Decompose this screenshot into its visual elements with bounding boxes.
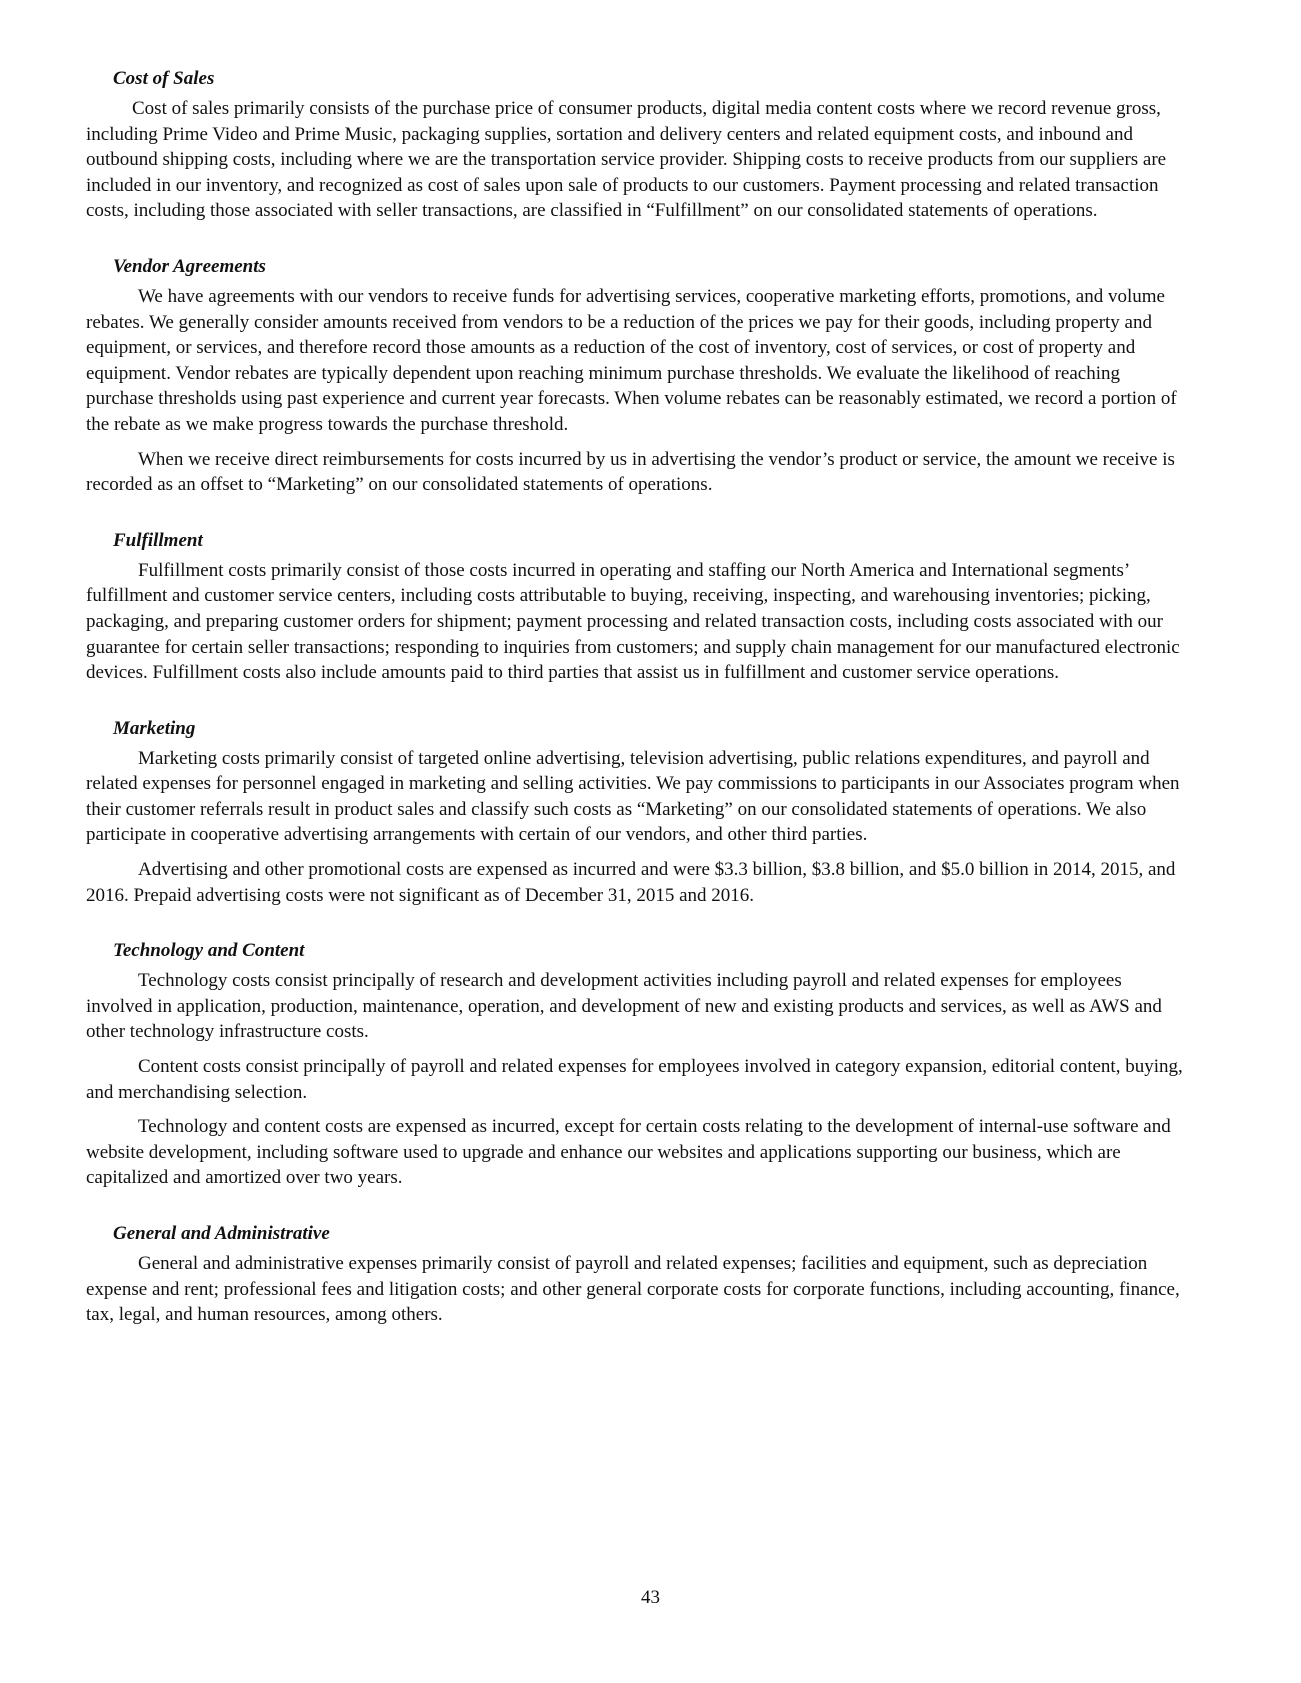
paragraph: Advertising and other promotional costs are expensed as incurred and were $3.3 billion, $3.8 billion, and $5.0 billion in 2014, 2015, and 2016. Prepaid advertising costs were not significant as of December 31, 2015 and 2016. — [86, 859, 1176, 906]
section-technology-and-content — [86, 938, 1188, 1191]
section-heading: Cost of Sales — [113, 68, 215, 89]
page-number: 43 — [641, 1587, 660, 1608]
section-heading: Vendor Agreements — [113, 255, 266, 277]
paragraph: We have agreements with our vendors to receive funds for advertising services, cooperative marketing efforts, promotions, and volume rebates. We generally consider amounts received from vendors to be a reduction of the prices we pay for their goods, including property and equipment, or services, and therefore record those amounts as a reduction of the cost of inventory, cost of services, or cost of property and equipment. Vendor rebates are typically dependent upon reaching minimum purchase thresholds. We evaluate the likelihood of reaching purchase thresholds using past experience and current year forecasts. When volume rebates can be reasonably estimated, we record a portion of the rebate as we make progress towards the purchase threshold. — [86, 285, 1177, 435]
paragraph: Cost of sales primarily consists of the purchase price of consumer products, digital media content costs where we record revenue gross, including Prime Video and Prime Music, packaging supplies, sortation and delivery centers and related equipment costs, and inbound and outbound shipping costs, including where we are the transportation service provider. Shipping costs to receive products from our suppliers are included in our inventory, and recognized as cost of sales upon sale of products to our customers. Payment processing and related transaction costs, including those associated with seller transactions, are classified in “Fulfillment” on our consolidated statements of operations. — [86, 98, 1167, 222]
section-general-and-administrative — [86, 1221, 1188, 1328]
paragraph: General and administrative expenses primarily consist of payroll and related expenses; facilities and equipment, such as depreciation expense and rent; professional fees and litigation costs; and other general corporate costs for corporate functions, including accounting, finance, tax, legal, and human resources, among others. — [86, 1253, 1180, 1326]
section-heading: Technology and Content — [113, 940, 305, 962]
document-page — [86, 66, 1188, 1358]
paragraph: Technology and content costs are expensed as incurred, except for certain costs relating to the development of internal-use software and website development, including software used to upgrade and enhance our websites and applications supporting our business, which are capitalized and amortized over two years. — [86, 1116, 1171, 1189]
section-heading: Marketing — [113, 717, 196, 739]
paragraph: When we receive direct reimbursements for costs incurred by us in advertising the vendor’s product or service, the amount we receive is recorded as an offset to “Marketing” on our consolidated statements of operations. — [86, 448, 1175, 496]
section-heading: General and Administrative — [113, 1223, 330, 1244]
paragraph: Content costs consist principally of payroll and related expenses for employees involved in category expansion, editorial content, buying, and merchandising selection. — [86, 1056, 1183, 1103]
paragraph: Technology costs consist principally of research and development activities including payroll and related expenses for employees involved in application, production, maintenance, operation, and development of new and existing products and services, as well as AWS and other technology infrastructure costs. — [86, 970, 1162, 1043]
section-vendor-agreements — [86, 254, 1188, 498]
paragraph: Marketing costs primarily consist of targeted online advertising, television advertising, public relations expenditures, and payroll and related expenses for personnel engaged in marketing and selling activities. We pay commissions to participants in our Associates program when their customer referrals result in product sales and classify such costs as “Marketing” on our consolidated statements of operations. We also participate in cooperative advertising arrangements with certain of our vendors, and other third parties. — [86, 747, 1180, 846]
section-heading: Fulfillment — [113, 529, 203, 551]
section-cost-of-sales — [86, 66, 1188, 224]
paragraph: Fulfillment costs primarily consist of those costs incurred in operating and staffing our North America and International segments’ fulfillment and customer service centers, including costs attributable to buying, receiving, inspecting, and warehousing inventories; picking, packaging, and preparing customer orders for shipment; payment processing and related transaction costs, including costs associated with our guarantee for certain seller transactions; responding to inquiries from customers; and supply chain management for our manufactured electronic devices. Fulfillment costs also include amounts paid to third parties that assist us in fulfillment and customer service operations. — [86, 559, 1180, 684]
section-marketing — [86, 716, 1188, 909]
section-fulfillment — [86, 528, 1188, 686]
